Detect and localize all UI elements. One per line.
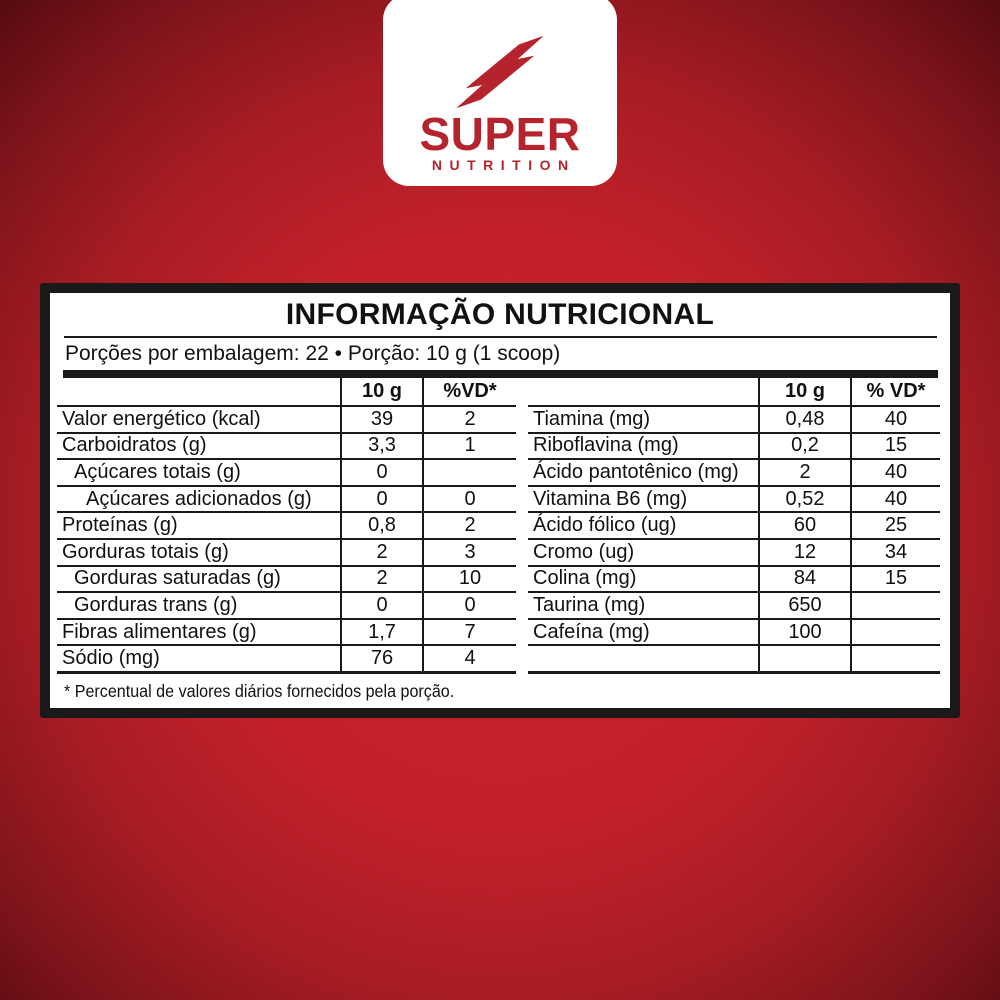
amount-value: 2 (340, 540, 422, 565)
table-header-row (57, 378, 516, 407)
vd-value: 15 (850, 567, 940, 592)
nutrient-label: Riboflavina (mg) (533, 434, 679, 457)
vd-value: 25 (850, 513, 940, 538)
serving-info: Porções por embalagem: 22 • Porção: 10 g (1 scoop) (65, 342, 561, 365)
table-row (528, 407, 940, 434)
header-blank (57, 378, 340, 405)
nutrient-label: Gorduras trans (g) (74, 593, 238, 616)
logo-card (383, 0, 617, 186)
amount-value: 0 (340, 593, 422, 618)
amount-value: 0,48 (758, 407, 850, 432)
table-row (528, 460, 940, 487)
table-row (528, 434, 940, 461)
amount-value: 1,7 (340, 620, 422, 645)
nutrient-label: Carboidratos (g) (62, 434, 207, 457)
table-header-row (528, 378, 940, 407)
table-row (57, 460, 516, 487)
nutrient-label: Gorduras totais (g) (62, 540, 229, 563)
divider-thick (63, 370, 938, 378)
vd-value: 0 (422, 593, 516, 618)
amount-value: 2 (340, 567, 422, 592)
nutrient-label: Fibras alimentares (g) (62, 620, 257, 643)
vd-value: 3 (422, 540, 516, 565)
nutrient-label: Colina (mg) (533, 567, 637, 590)
amount-value: 76 (340, 646, 422, 671)
table-row (528, 513, 940, 540)
brand-subtitle: NUTRITION (431, 157, 576, 173)
table-row (57, 434, 516, 461)
table-row (528, 593, 940, 620)
table-row (57, 593, 516, 620)
nutrient-label: Açúcares totais (g) (74, 460, 241, 483)
vd-value: 0 (422, 487, 516, 512)
nutrient-label: Tiamina (mg) (533, 407, 651, 430)
nutrient-label: Sódio (mg) (62, 647, 160, 670)
lightning-s-icon (452, 32, 548, 112)
table-row (528, 540, 940, 567)
table-row (528, 620, 940, 647)
table-row (57, 513, 516, 540)
divider-thin (64, 336, 937, 338)
vd-value: 34 (850, 540, 940, 565)
vd-value (850, 620, 940, 645)
vd-value: 2 (422, 513, 516, 538)
amount-value: 3,3 (340, 434, 422, 459)
vd-value: 1 (422, 434, 516, 459)
vd-value: 40 (850, 460, 940, 485)
vd-value: 40 (850, 407, 940, 432)
header-blank (528, 378, 758, 405)
nutrients-table-left (57, 378, 516, 674)
vd-value: 40 (850, 487, 940, 512)
table-row (528, 487, 940, 514)
nutrients-table-right (528, 378, 940, 674)
amount-value: 60 (758, 513, 850, 538)
nutrient-label: Ácido pantotênico (mg) (533, 460, 739, 483)
amount-value: 0,52 (758, 487, 850, 512)
vd-value: 10 (422, 567, 516, 592)
amount-value (758, 646, 850, 671)
table-body-right (528, 407, 940, 674)
nutrient-label: Gorduras saturadas (g) (74, 567, 281, 590)
nutrient-label: Vitamina B6 (mg) (533, 487, 688, 510)
table-row (57, 407, 516, 434)
amount-value: 84 (758, 567, 850, 592)
nutrient-label: Cafeína (mg) (533, 620, 650, 643)
amount-value: 650 (758, 593, 850, 618)
nutrient-label: Açúcares adicionados (g) (86, 487, 312, 510)
brand-name: SUPER (419, 108, 581, 160)
vd-value (850, 593, 940, 618)
amount-value: 39 (340, 407, 422, 432)
header-amount: 10 g (340, 378, 422, 405)
nutrient-label: Ácido fólico (ug) (533, 514, 677, 537)
table-row (57, 540, 516, 567)
nutrient-label: Taurina (mg) (533, 593, 646, 616)
header-vd: %VD* (422, 378, 516, 405)
amount-value: 2 (758, 460, 850, 485)
table-row (57, 567, 516, 594)
nutrient-label: Cromo (ug) (533, 540, 635, 563)
vd-value: 2 (422, 407, 516, 432)
footnote: * Percentual de valores diários fornecidos pela porção. (64, 680, 455, 701)
vd-value: 7 (422, 620, 516, 645)
amount-value: 0,2 (758, 434, 850, 459)
table-row (57, 620, 516, 647)
panel-title: INFORMAÇÃO NUTRICIONAL (285, 298, 715, 331)
header-amount: 10 g (758, 378, 850, 405)
amount-value: 0 (340, 487, 422, 512)
nutrition-panel (40, 283, 960, 718)
nutrient-label (528, 646, 758, 671)
amount-value: 0,8 (340, 513, 422, 538)
header-vd: % VD* (850, 378, 940, 405)
table-row (528, 646, 940, 674)
nutrient-label: Valor energético (kcal) (62, 407, 261, 430)
nutrition-tables (57, 378, 940, 674)
amount-value: 0 (340, 460, 422, 485)
nutrient-label: Proteínas (g) (62, 514, 178, 537)
table-row (57, 487, 516, 514)
vd-value (422, 460, 516, 485)
amount-value: 100 (758, 620, 850, 645)
table-row (57, 646, 516, 674)
table-row (528, 567, 940, 594)
vd-value (850, 646, 940, 671)
amount-value: 12 (758, 540, 850, 565)
table-body-left (57, 407, 516, 674)
vd-value: 4 (422, 646, 516, 671)
vd-value: 15 (850, 434, 940, 459)
